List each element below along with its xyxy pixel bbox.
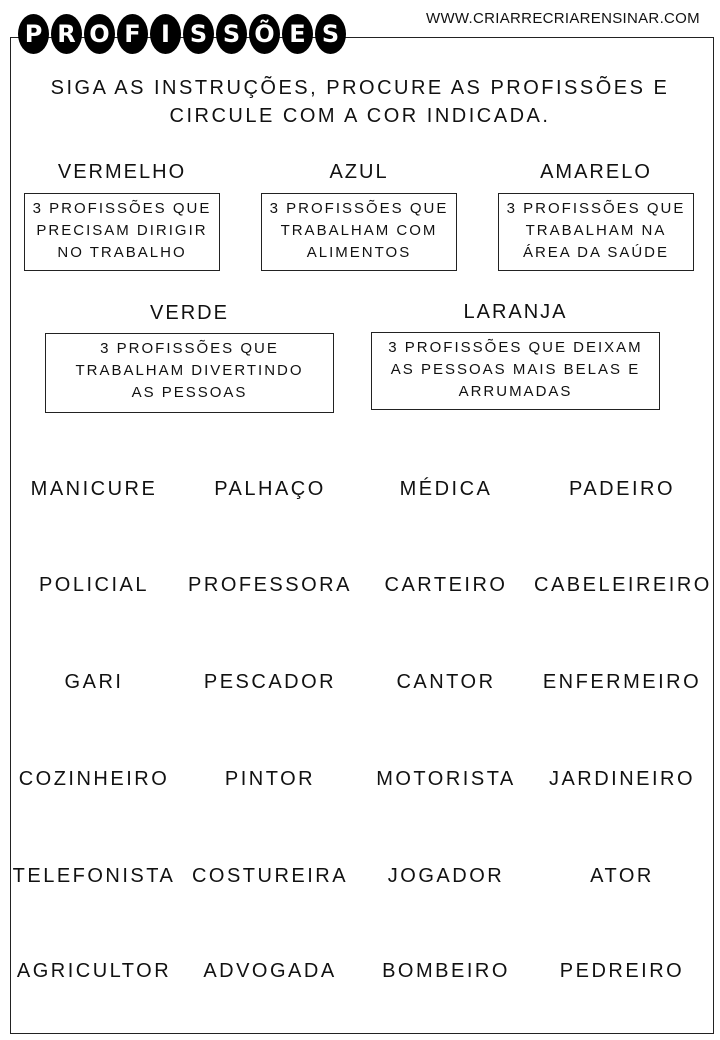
- category-color-blue: AZUL: [329, 161, 389, 183]
- category-line: TRABALHAM DIVERTINDO: [75, 362, 304, 379]
- website-url: WWW.CRIARRECRIARENSINAR.COM: [426, 10, 700, 27]
- category-line: 3 PROFISSÕES QUE: [269, 200, 449, 217]
- profession-word: BOMBEIRO: [382, 960, 510, 982]
- profession-word: GARI: [64, 671, 124, 693]
- category-box-blue: [261, 193, 457, 271]
- profession-word: COZINHEIRO: [18, 768, 170, 790]
- profession-word: PINTOR: [224, 768, 316, 790]
- profession-word: CABELEIREIRO: [534, 574, 712, 596]
- page-title: [18, 14, 346, 54]
- profession-word: ADVOGADA: [203, 960, 337, 982]
- category-line: ÁREA DA SAÚDE: [522, 244, 670, 261]
- profession-word: COSTUREIRA: [191, 865, 349, 887]
- profession-word: ATOR: [590, 865, 654, 887]
- category-color-green: VERDE: [150, 302, 229, 324]
- profession-word: POLICIAL: [38, 574, 150, 596]
- title-letter: O: [84, 14, 115, 54]
- profession-word: PESCADOR: [203, 671, 337, 693]
- category-line: ALIMENTOS: [306, 244, 412, 261]
- profession-word: MÉDICA: [399, 478, 493, 500]
- category-box-green: [45, 333, 334, 413]
- category-line: 3 PROFISSÕES QUE: [100, 340, 279, 357]
- profession-word: PADEIRO: [568, 478, 676, 500]
- profession-word: TELEFONISTA: [12, 865, 176, 887]
- category-color-yellow: AMARELO: [540, 161, 652, 183]
- instructions-line: SIGA AS INSTRUÇÕES, PROCURE AS PROFISSÕES E: [50, 77, 670, 99]
- title-letter: S: [183, 14, 214, 54]
- category-line: AS PESSOAS MAIS BELAS E: [390, 361, 641, 378]
- category-line: NO TRABALHO: [57, 244, 187, 261]
- category-line: 3 PROFISSÕES QUE DEIXAM: [388, 339, 643, 356]
- title-letter: S: [216, 14, 247, 54]
- profession-word: MOTORISTA: [376, 768, 516, 790]
- profession-word: PROFESSORA: [188, 574, 352, 596]
- title-letter: S: [315, 14, 346, 54]
- profession-word: CANTOR: [396, 671, 496, 693]
- category-line: TRABALHAM COM: [280, 222, 438, 239]
- profession-word: CARTEIRO: [384, 574, 508, 596]
- category-line: PRECISAM DIRIGIR: [36, 222, 208, 239]
- category-line: ARRUMADAS: [458, 383, 573, 400]
- instructions: [40, 74, 680, 130]
- title-letter: P: [18, 14, 49, 54]
- title-letter: Õ: [249, 14, 280, 54]
- profession-word: PEDREIRO: [559, 960, 685, 982]
- profession-word: JARDINEIRO: [548, 768, 696, 790]
- category-box-red: [24, 193, 220, 271]
- profession-word: MANICURE: [30, 478, 158, 500]
- category-color-red: VERMELHO: [57, 161, 187, 183]
- profession-word: ENFERMEIRO: [542, 671, 702, 693]
- category-color-orange: LARANJA: [463, 301, 568, 323]
- category-box-orange: [371, 332, 660, 410]
- category-line: AS PESSOAS: [131, 384, 248, 401]
- profession-word: AGRICULTOR: [16, 960, 172, 982]
- category-line: 3 PROFISSÕES QUE: [32, 200, 212, 217]
- category-box-yellow: [498, 193, 694, 271]
- title-letter: E: [282, 14, 313, 54]
- category-line: TRABALHAM NA: [525, 222, 667, 239]
- profession-word: PALHAÇO: [214, 478, 326, 500]
- title-letter: F: [117, 14, 148, 54]
- instructions-line: CIRCULE COM A COR INDICADA.: [169, 105, 551, 127]
- category-line: 3 PROFISSÕES QUE: [506, 200, 686, 217]
- title-letter: I: [150, 14, 181, 54]
- profession-word: JOGADOR: [387, 865, 505, 887]
- title-letter: R: [51, 14, 82, 54]
